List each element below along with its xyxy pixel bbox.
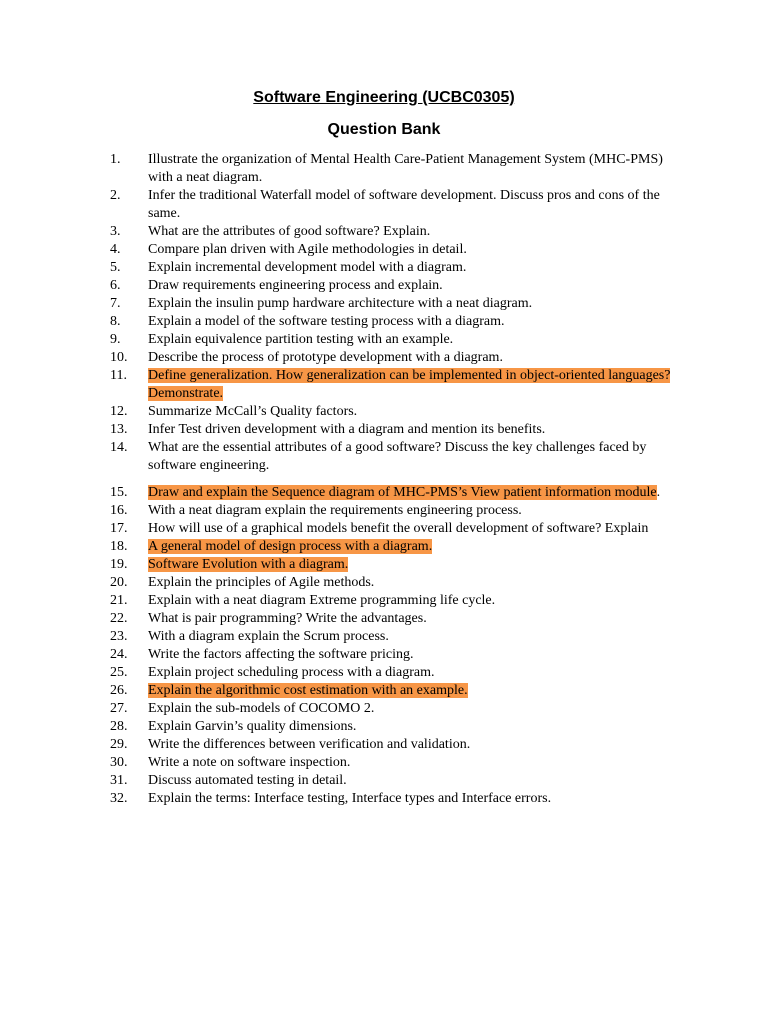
question-text: With a neat diagram explain the requirements engineering process. [148, 503, 522, 518]
question-number: 23. [110, 629, 128, 644]
question-item [110, 313, 690, 331]
question-text: Explain the terms: Interface testing, Interface types and Interface errors. [148, 791, 552, 806]
question-number: 17. [110, 521, 128, 536]
question-item [110, 403, 690, 421]
question-item [110, 538, 690, 556]
question-text: How will use of a graphical models benefit the overall development of software? Explain [148, 521, 649, 536]
question-text: Software Evolution with a diagram. [148, 557, 349, 572]
question-number: 20. [110, 575, 128, 590]
document-title: Software Engineering (UCBC0305) [253, 89, 515, 106]
question-number: 30. [110, 755, 128, 770]
question-text: Explain equivalence partition testing with an example. [148, 332, 454, 347]
question-text: A general model of design process with a diagram. [148, 539, 433, 554]
question-number: 29. [110, 737, 128, 752]
question-text: Infer Test driven development with a diagram and mention its benefits. [148, 422, 546, 437]
question-text: Define generalization. How generalization can be implemented in object-oriented languages? Demonstrate. [148, 368, 671, 401]
question-item [110, 421, 690, 439]
question-item [110, 718, 690, 736]
question-text: Explain the insulin pump hardware architecture with a neat diagram. [148, 296, 533, 311]
question-number: 7. [110, 296, 121, 311]
question-text: What is pair programming? Write the advantages. [148, 611, 427, 626]
question-text: Write a note on software inspection. [148, 755, 351, 770]
document-subtitle: Question Bank [327, 121, 441, 138]
question-number: 2. [110, 188, 121, 203]
question-item [110, 241, 690, 259]
question-number: 32. [110, 791, 128, 806]
question-item [110, 349, 690, 367]
question-item [110, 754, 690, 772]
question-item [110, 277, 690, 295]
question-number: 31. [110, 773, 128, 788]
question-number: 5. [110, 260, 121, 275]
question-item [110, 628, 690, 646]
question-item [110, 439, 690, 475]
question-item [110, 610, 690, 628]
question-text: Draw requirements engineering process and explain. [148, 278, 443, 293]
question-text: Explain the principles of Agile methods. [148, 575, 375, 590]
question-number: 15. [110, 485, 128, 500]
question-text: What are the attributes of good software? Explain. [148, 224, 431, 239]
question-number: 25. [110, 665, 128, 680]
question-item [110, 592, 690, 610]
question-number: 12. [110, 404, 128, 419]
question-item [110, 295, 690, 313]
question-text: Explain Garvin’s quality dimensions. [148, 719, 357, 734]
question-item [110, 331, 690, 349]
question-text: Explain with a neat diagram Extreme programming life cycle. [148, 593, 496, 608]
question-item [110, 187, 690, 223]
question-text: Write the factors affecting the software pricing. [148, 647, 414, 662]
question-text: Explain project scheduling process with a diagram. [148, 665, 435, 680]
question-number: 4. [110, 242, 121, 257]
question-suffix: . [656, 485, 661, 500]
question-item [110, 772, 690, 790]
question-item [110, 484, 690, 502]
question-number: 21. [110, 593, 128, 608]
question-number: 28. [110, 719, 128, 734]
question-text: Write the differences between verification and validation. [148, 737, 471, 752]
question-number: 13. [110, 422, 128, 437]
question-text: Explain a model of the software testing process with a diagram. [148, 314, 505, 329]
question-number: 22. [110, 611, 128, 626]
question-number: 9. [110, 332, 121, 347]
question-item [110, 502, 690, 520]
question-item [110, 223, 690, 241]
question-item [110, 367, 690, 403]
question-item [110, 682, 690, 700]
question-text: Infer the traditional Waterfall model of software development. Discuss pros and cons of the same. [148, 188, 660, 221]
question-number: 3. [110, 224, 121, 239]
question-number: 10. [110, 350, 128, 365]
question-text: Illustrate the organization of Mental Health Care-Patient Management System (MHC-PMS) with a neat diagram. [148, 152, 663, 185]
question-number: 19. [110, 557, 128, 572]
question-number: 16. [110, 503, 128, 518]
question-number: 27. [110, 701, 128, 716]
question-item [110, 790, 690, 808]
question-number: 8. [110, 314, 121, 329]
question-text: Summarize McCall’s Quality factors. [148, 404, 358, 419]
question-text: Describe the process of prototype development with a diagram. [148, 350, 503, 365]
question-item [110, 259, 690, 277]
question-text: Explain incremental development model with a diagram. [148, 260, 467, 275]
question-number: 6. [110, 278, 121, 293]
question-list [110, 151, 690, 808]
question-number: 11. [110, 368, 127, 383]
question-number: 1. [110, 152, 121, 167]
question-item [110, 736, 690, 754]
question-number: 14. [110, 440, 128, 455]
question-text: Explain the sub-models of COCOMO 2. [148, 701, 375, 716]
question-number: 24. [110, 647, 128, 662]
question-text: What are the essential attributes of a good software? Discuss the key challenges faced by software engineering. [148, 440, 647, 473]
question-item [110, 700, 690, 718]
question-text: Draw and explain the Sequence diagram of MHC-PMS’s View patient information module [148, 485, 657, 500]
question-item [110, 574, 690, 592]
question-item [110, 664, 690, 682]
question-text: With a diagram explain the Scrum process. [148, 629, 389, 644]
question-item [110, 556, 690, 574]
question-item [110, 646, 690, 664]
question-text: Compare plan driven with Agile methodologies in detail. [148, 242, 467, 257]
question-item [110, 151, 690, 187]
question-number: 18. [110, 539, 128, 554]
question-text: Explain the algorithmic cost estimation with an example. [148, 683, 468, 698]
question-item [110, 520, 690, 538]
question-number: 26. [110, 683, 128, 698]
question-text: Discuss automated testing in detail. [148, 773, 347, 788]
